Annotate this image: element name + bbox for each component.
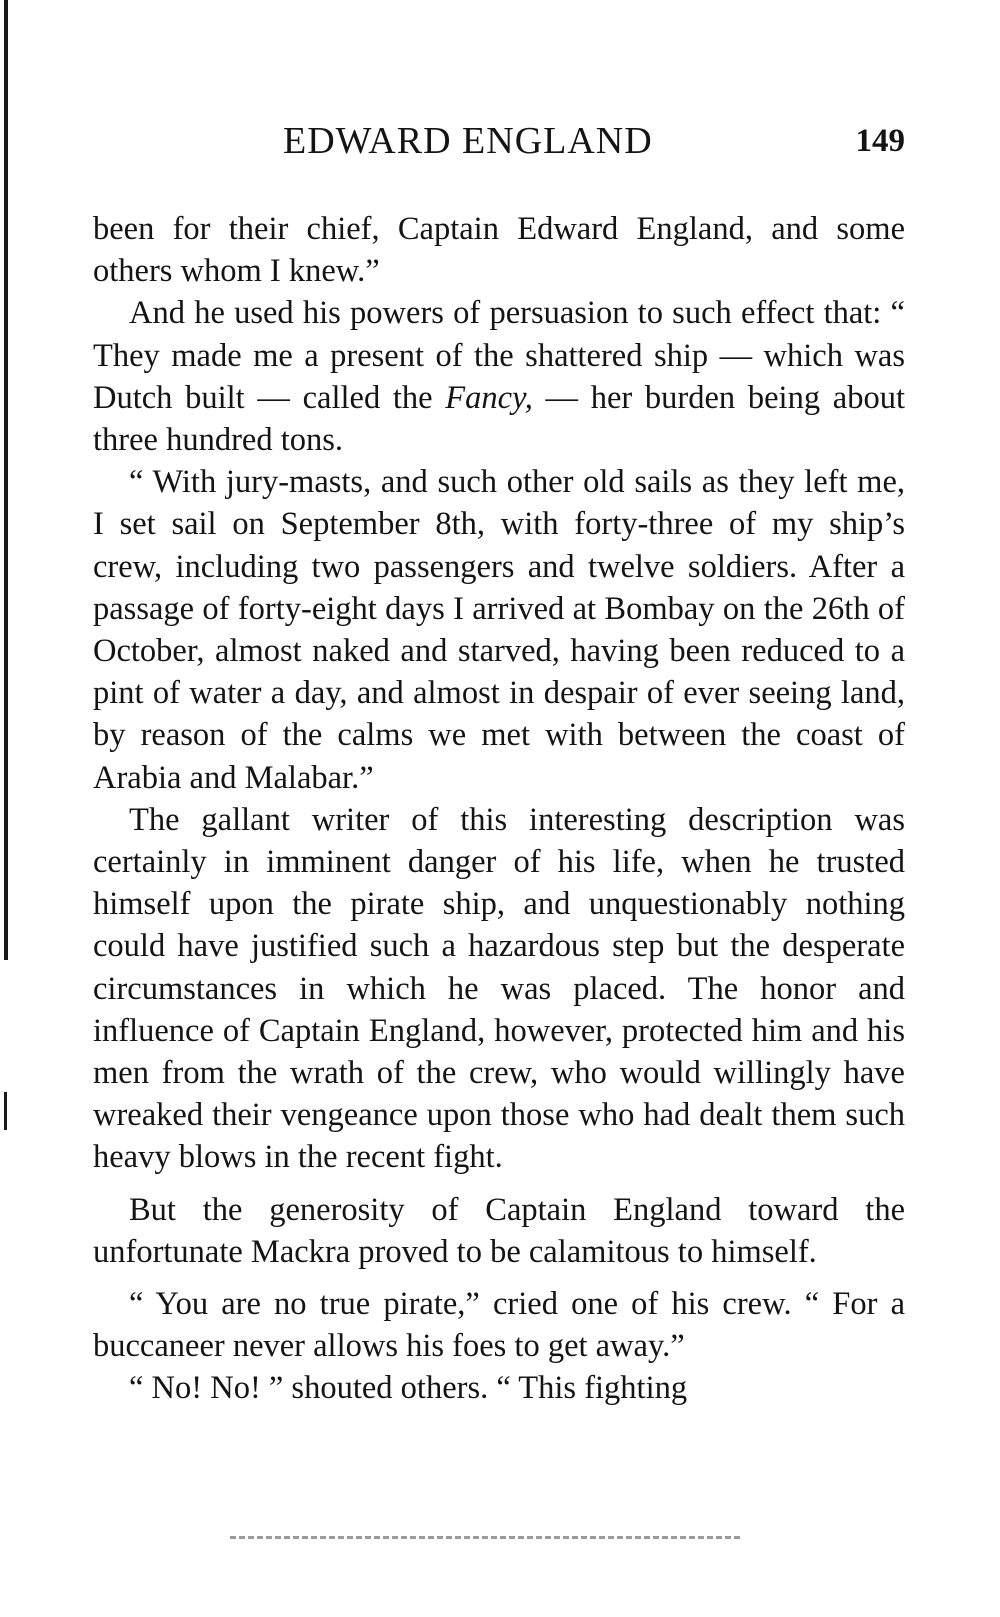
running-title: EDWARD ENGLAND xyxy=(283,120,653,162)
paragraph-generosity xyxy=(93,1189,905,1273)
paragraph-text: “ With jury-masts, and such other old sails as they left me, I set sail on September 8th, with forty-three of my ship’s crew, including two passengers and twelve soldiers. After a passage of forty-eight days I arrived at Bombay on the 26th of October, almost naked and starved, having been reduced to a pint of water a day, and almost in despair of ever seeing land, by reason of the calms we met with between the coast of Arabia and Malabar.” xyxy=(93,464,905,796)
paragraph-voyage xyxy=(93,461,905,799)
paragraph-text: But the generosity of Captain England toward the unfortunate Mackra proved to be calamitous to himself. xyxy=(93,1191,905,1270)
binding-edge-line xyxy=(4,0,8,960)
paragraph-no-no xyxy=(93,1367,905,1409)
running-head xyxy=(93,116,905,166)
paragraph-text: And he used his powers of persuasion to such effect that: “ They made me a present of the shattered ship — which was Dutch built — called the xyxy=(93,295,905,416)
cropped-next-line-fragment xyxy=(230,1536,740,1539)
paragraph-true-pirate xyxy=(93,1283,905,1367)
paragraph-text: “ You are no true pirate,” cried one of his crew. “ For a buccaneer never allows his foes to get away.” xyxy=(93,1286,905,1365)
ship-name: Fancy, xyxy=(445,379,533,416)
body-text xyxy=(93,208,905,1410)
paragraph-persuasion xyxy=(93,292,905,461)
paragraph-text: “ No! No! ” shouted others. “ This fighting xyxy=(129,1370,688,1407)
paragraph-text: — her burden being about three hundred tons. xyxy=(93,379,905,459)
paragraph-text: been for their chief, Captain Edward England, and some others whom I knew.” xyxy=(93,211,905,290)
paragraph-gallant-writer xyxy=(93,799,905,1179)
paragraph-continuation xyxy=(93,208,905,292)
page-number: 149 xyxy=(855,123,905,159)
binding-edge-mark xyxy=(4,1092,7,1130)
paragraph-text: The gallant writer of this interesting description was certainly in imminent danger of his life, when he trusted himself upon the pirate ship, and unquestionably nothing could have justified such a hazardous step but the desperate circumstances in which he was placed. The honor and influence of Captain England, however, protected him and his men from the wrath of the crew, who would willingly have wreaked their vengeance upon those who had dealt them such heavy blows in the recent fight. xyxy=(93,801,905,1176)
